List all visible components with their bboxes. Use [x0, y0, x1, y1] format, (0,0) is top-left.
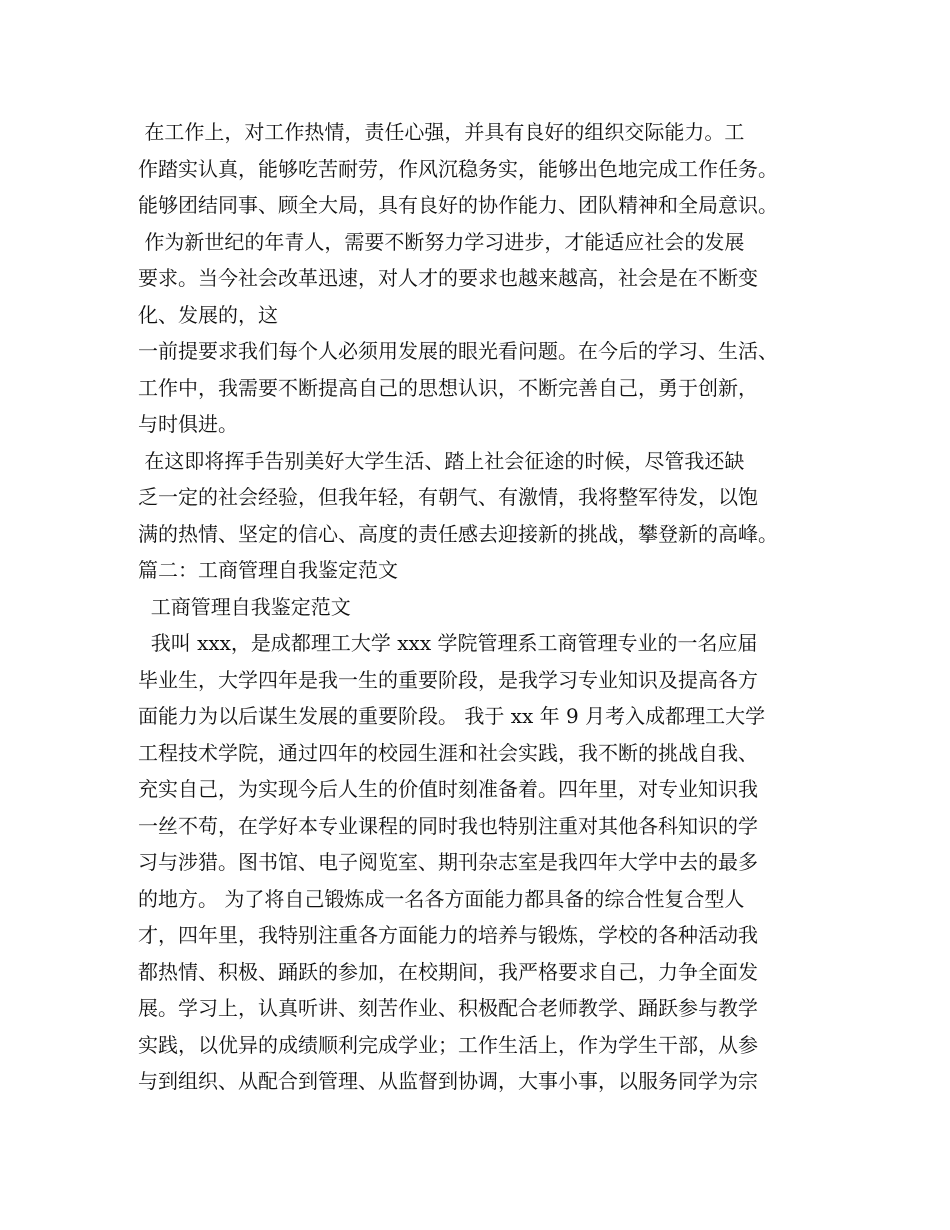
text-line: 充实自己，为实现今后人生的价值时刻准备着。四年里，对专业知识我: [138, 777, 758, 801]
text-line: 作为新世纪的年青人，需要不断努力学习进步，才能适应社会的发展: [138, 229, 745, 254]
text-line: 我叫 xxx，是成都理工大学 xxx 学院管理系工商管理专业的一名应届: [138, 631, 758, 655]
text-line: 作踏实认真，能够吃苦耐劳，作风沉稳务实，能够出色地完成工作任务。: [138, 156, 778, 181]
text-line: 展。学习上，认真听讲、刻苦作业、积极配合老师教学、踊跃参与教学: [138, 996, 758, 1020]
text-line: 满的热情、坚定的信心、高度的责任感去迎接新的挑战，攀登新的高峰。: [138, 521, 778, 546]
text-line: 的地方。 为了将自己锻炼成一名各方面能力都具备的综合性复合型人: [138, 886, 745, 911]
text-line: 能够团结同事、顾全大局，具有良好的协作能力、团队精神和全局意识。: [138, 193, 778, 217]
text-line: 实践，以优异的成绩顺利完成学业；工作生活上，作为学生干部，从参: [138, 1032, 758, 1057]
text-line: 一前提要求我们每个人必须用发展的眼光看问题。在今后的学习、生活、: [138, 339, 778, 363]
text-line: 才，四年里，我特别注重各方面能力的培养与锻炼，学校的各种活动我: [138, 923, 758, 947]
text-line: 习与涉猎。图书馆、电子阅览室、期刊杂志室是我四年大学中去的最多: [138, 850, 758, 874]
text-line: 与到组织、从配合到管理、从监督到协调，大事小事，以服务同学为宗: [138, 1069, 758, 1093]
section-heading: 篇二：工商管理自我鉴定范文: [138, 558, 398, 582]
text-line: 工程技术学院，通过四年的校园生涯和社会实践，我不断的挑战自我、: [138, 740, 758, 765]
text-line: 毕业生，大学四年是我一生的重要阶段，是我学习专业知识及提高各方: [138, 667, 758, 692]
section-title: 工商管理自我鉴定范文: [138, 594, 351, 619]
text-line: 在这即将挥手告别美好大学生活、踏上社会征途的时候，尽管我还缺: [138, 448, 745, 473]
text-line: 乏一定的社会经验，但我年轻，有朝气、有激情，我将整军待发，以饱: [138, 485, 758, 509]
text-line: 面能力为以后谋生发展的重要阶段。 我于 xx 年 9 月考入成都理工大学: [138, 704, 766, 728]
text-line: 在工作上，对工作热情，责任心强，并具有良好的组织交际能力。工: [138, 120, 745, 144]
text-line: 工作中，我需要不断提高自己的思想认识，不断完善自己，勇于创新，: [138, 375, 758, 400]
text-line: 一丝不苟，在学好本专业课程的同时我也特别注重对其他各科知识的学: [138, 813, 758, 838]
text-line: 与时俱进。: [138, 412, 238, 436]
text-line: 要求。当今社会改革迅速，对人才的要求也越来越高，社会是在不断变: [138, 266, 758, 290]
text-line: 化、发展的，这: [138, 302, 278, 327]
document-body: [138, 114, 838, 1100]
text-line: 都热情、积极、踊跃的参加，在校期间，我严格要求自己，力争全面发: [138, 959, 758, 984]
